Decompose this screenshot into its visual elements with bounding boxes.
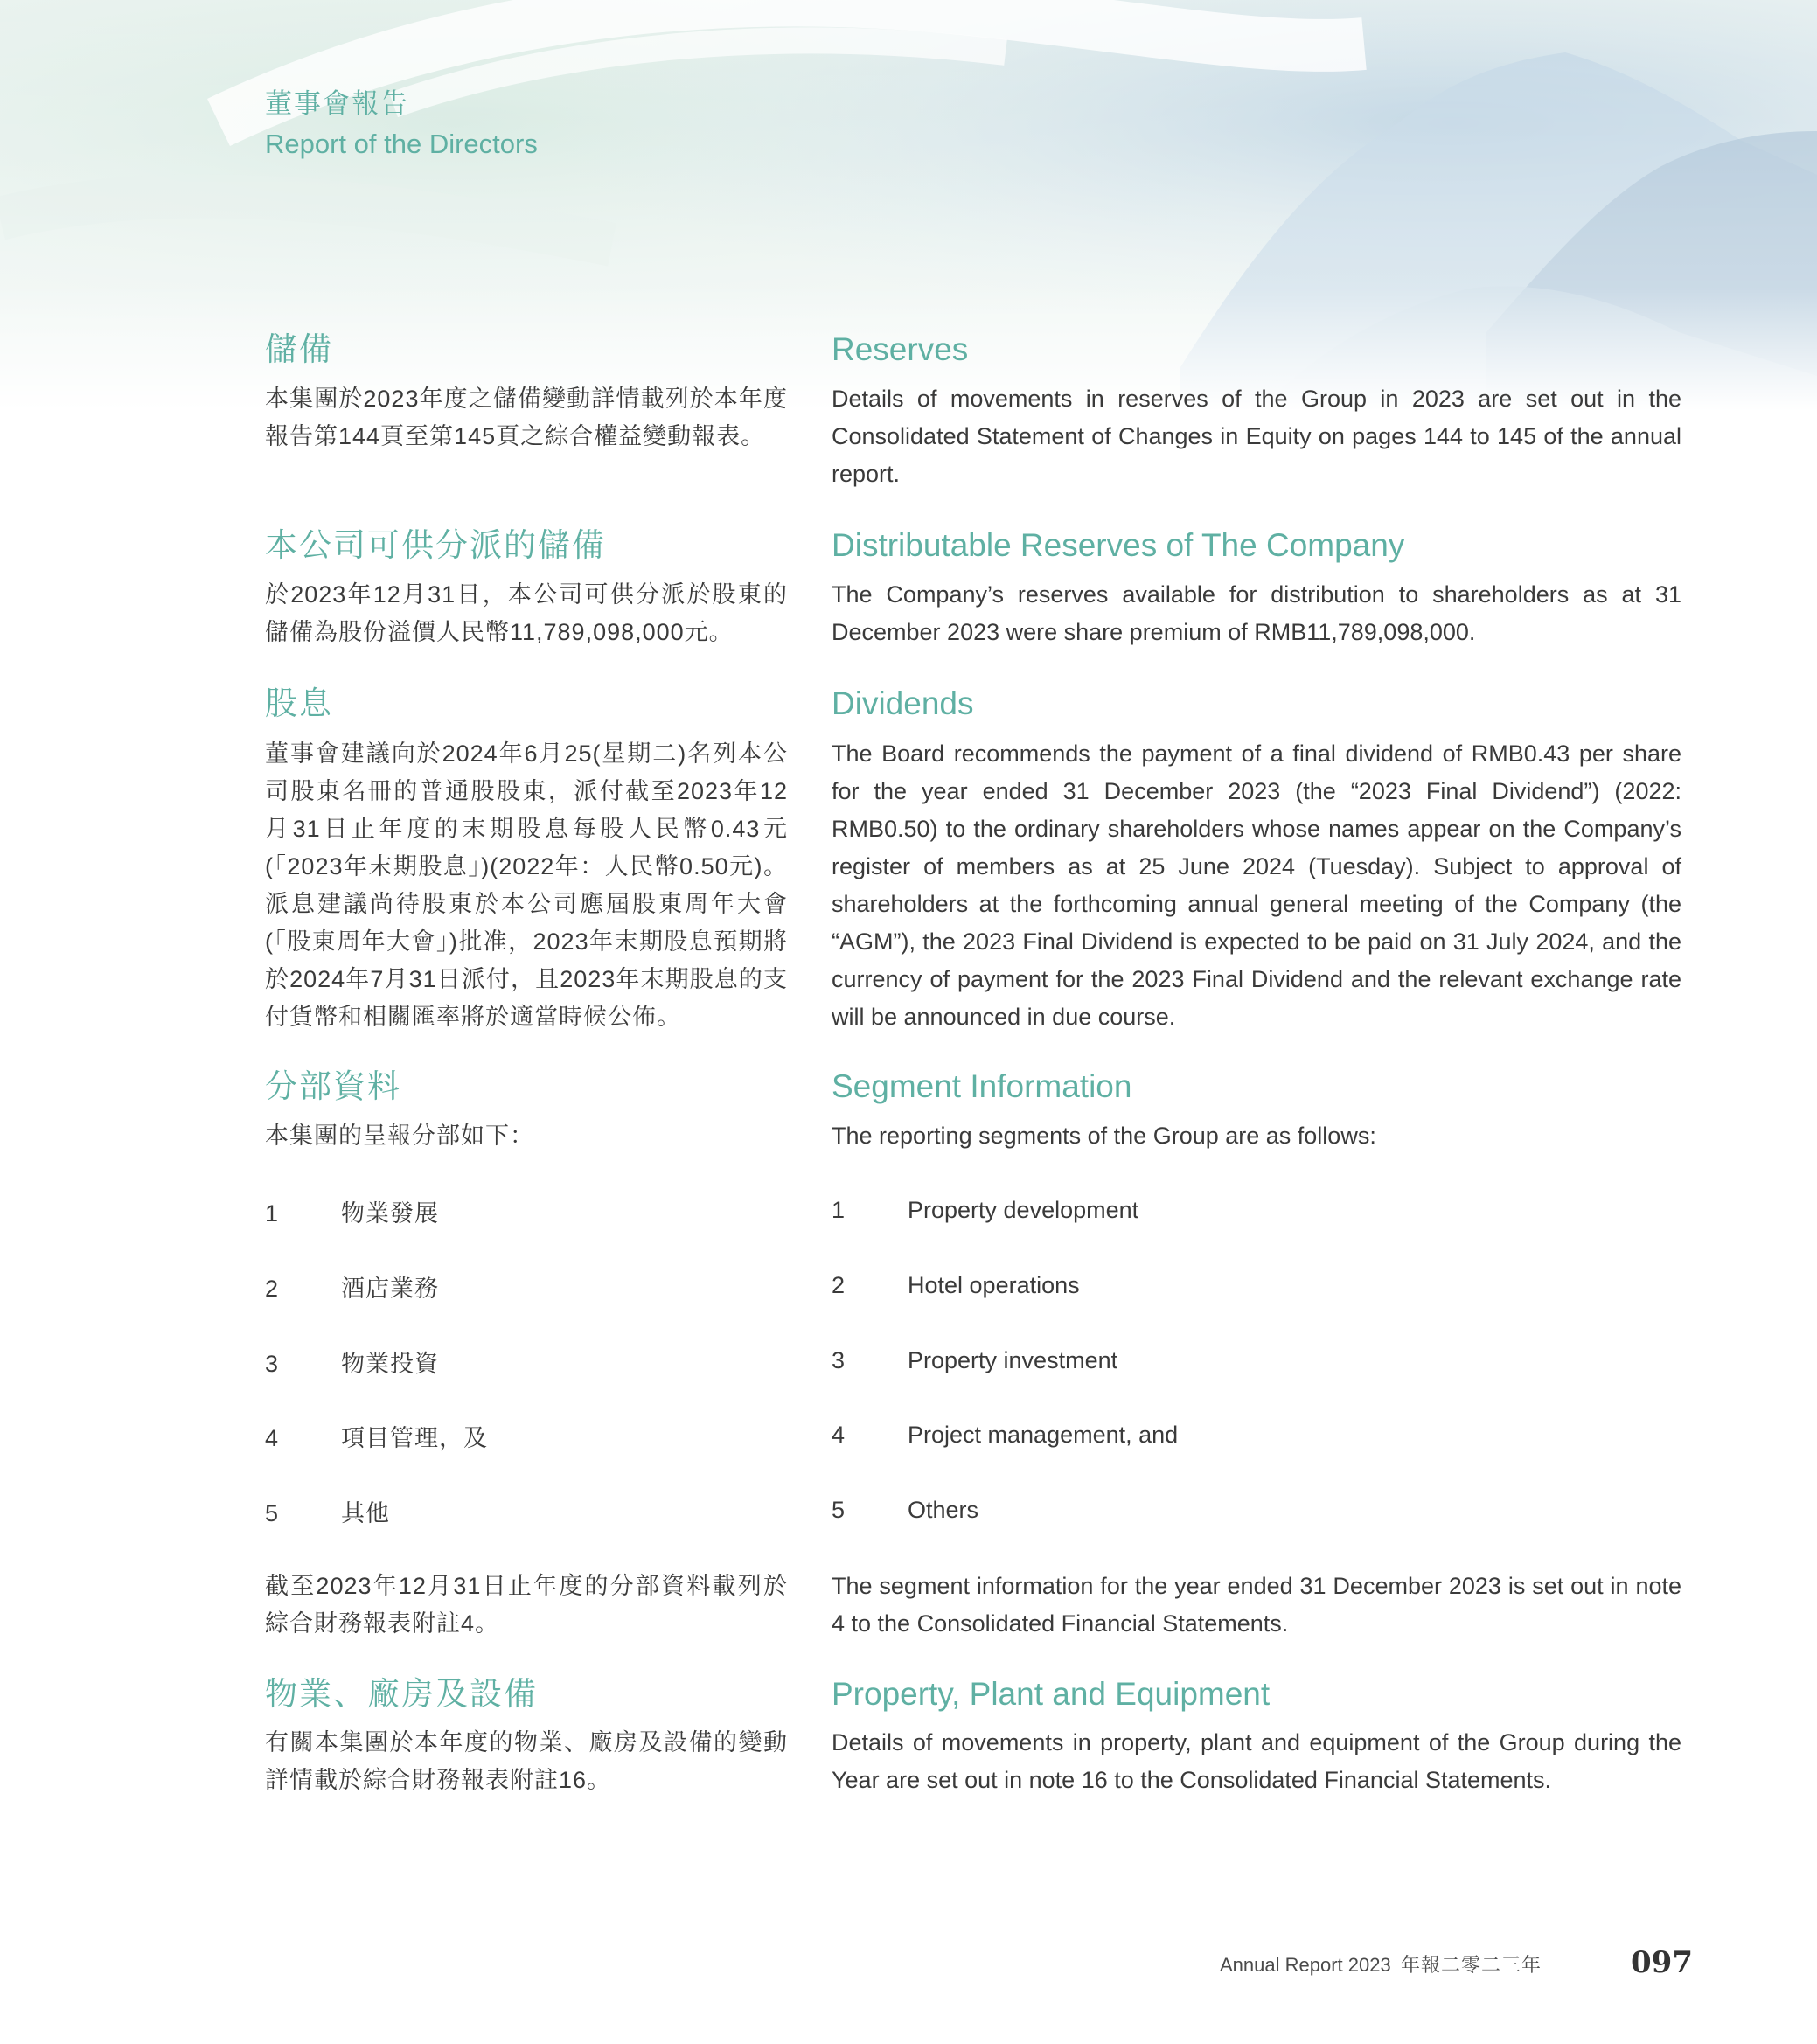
- dividends-body-en: The Board recommends the payment of a final dividend of RMB0.43 per share for the year ended 31 December 2023 (the “2023 Final Dividend”) (2022: RMB0.50) to the ordinary shareholders whose names appear on the Company’s register of members as at 25 June 2024 (Tuesday). Subject to approval of shareholders at the forthcoming annual general meeting of the Company (the “AGM”), the 2023 Final Dividend is expected to be paid on 31 July 2024, and the currency of payment for the 2023 Final Dividend and the relevant exchange rate will be announced in due course.: [832, 740, 1681, 1030]
- footer-report-title-cn: 年報二零二三年: [1401, 1954, 1542, 1976]
- page-number: 097: [1631, 1945, 1693, 1980]
- segment-item-number: 1: [265, 1200, 279, 1227]
- segment-intro-cn: 本集團的呈報分部如下：: [265, 1123, 534, 1149]
- segment-item-label-en: Property investment: [908, 1347, 1118, 1373]
- segment-item-label-cn: 物業投資: [341, 1351, 439, 1377]
- segment-item-number: 3: [265, 1351, 279, 1377]
- footer-report-title-en: Annual Report 2023: [1220, 1954, 1391, 1976]
- distributable-heading-en: Distributable Reserves of The Company: [832, 527, 1405, 563]
- distributable-body-cn: 於2023年12月31日，本公司可供分派於股東的儲備為股份溢價人民幣11,789,098,000元。: [265, 581, 788, 645]
- dividends-heading-cn: 股息: [265, 685, 333, 721]
- reserves-body-cn: 本集團於2023年度之儲備變動詳情載列於本年度報告第144頁至第145頁之綜合權益變動報表。: [265, 386, 788, 449]
- segment-item-number: 1: [832, 1197, 846, 1223]
- segment-item-number: 4: [265, 1425, 279, 1451]
- segment-heading-cn: 分部資料: [265, 1068, 401, 1104]
- segment-item-label-en: Others: [908, 1497, 979, 1523]
- segment-item-number: 2: [265, 1276, 279, 1302]
- reserves-body-en: Details of movements in reserves of the Group in 2023 are set out in the Consolidated Statement of Changes in Equity on pages 144 to 145 of the annual report.: [832, 386, 1681, 487]
- ppe-body-en: Details of movements in property, plant and equipment of the Group during the Year are set out in note 16 to the Consolidated Financial Statements.: [832, 1729, 1681, 1793]
- reserves-heading-cn: 儲備: [265, 331, 333, 367]
- segment-item-label-en: Hotel operations: [908, 1272, 1080, 1298]
- segment-item-label-cn: 項目管理，及: [341, 1425, 488, 1451]
- segment-intro-en: The reporting segments of the Group are as follows:: [832, 1123, 1376, 1149]
- segment-item-label-cn: 物業發展: [341, 1200, 439, 1227]
- segment-item-number: 5: [832, 1497, 846, 1523]
- segment-item-number: 4: [832, 1422, 846, 1448]
- ppe-heading-en: Property, Plant and Equipment: [832, 1676, 1271, 1712]
- segment-item-label-en: Project management, and: [908, 1422, 1179, 1448]
- dividends-body-cn: 董事會建議向於2024年6月25(星期二)名列本公司股東名冊的普通股股東，派付截至2023年12月31日止年度的末期股息每股人民幣0.43元(「2023年末期股息」)(2022年：人民幣0.50元)。派息建議尚待股東於本公司應屆股東周年大會(「股東周年大會」)批准，2023年末期股息預期將於2024年7月31日派付，且2023年末期股息的支付貨幣和相關匯率將於適當時候公佈。: [265, 740, 788, 1030]
- segment-item-label-cn: 酒店業務: [341, 1276, 439, 1302]
- ppe-heading-cn: 物業、廠房及設備: [265, 1676, 538, 1712]
- segment-item-label-en: Property development: [908, 1197, 1139, 1223]
- segment-outro-cn: 截至2023年12月31日止年度的分部資料載列於綜合財務報表附註4。: [265, 1573, 788, 1637]
- distributable-heading-cn: 本公司可供分派的儲備: [265, 527, 606, 563]
- dividends-heading-en: Dividends: [832, 685, 974, 721]
- distributable-body-en: The Company’s reserves available for distribution to shareholders as at 31 December 2023 were share premium of RMB11,789,098,000.: [832, 581, 1681, 645]
- segment-heading-en: Segment Information: [832, 1068, 1132, 1104]
- running-header-cn: 董事會報告: [265, 88, 409, 119]
- reserves-heading-en: Reserves: [832, 331, 969, 367]
- ppe-body-cn: 有關本集團於本年度的物業、廠房及設備的變動詳情載於綜合財務報表附註16。: [265, 1729, 788, 1793]
- segment-outro-en: The segment information for the year ended 31 December 2023 is set out in note 4 to the Consolidated Financial Statements.: [832, 1573, 1681, 1637]
- running-header-en: Report of the Directors: [265, 129, 538, 159]
- segment-item-number: 3: [832, 1347, 846, 1373]
- running-header: [265, 84, 538, 164]
- segment-item-number: 5: [265, 1500, 279, 1526]
- segment-item-label-cn: 其他: [341, 1500, 390, 1526]
- segment-item-number: 2: [832, 1272, 846, 1298]
